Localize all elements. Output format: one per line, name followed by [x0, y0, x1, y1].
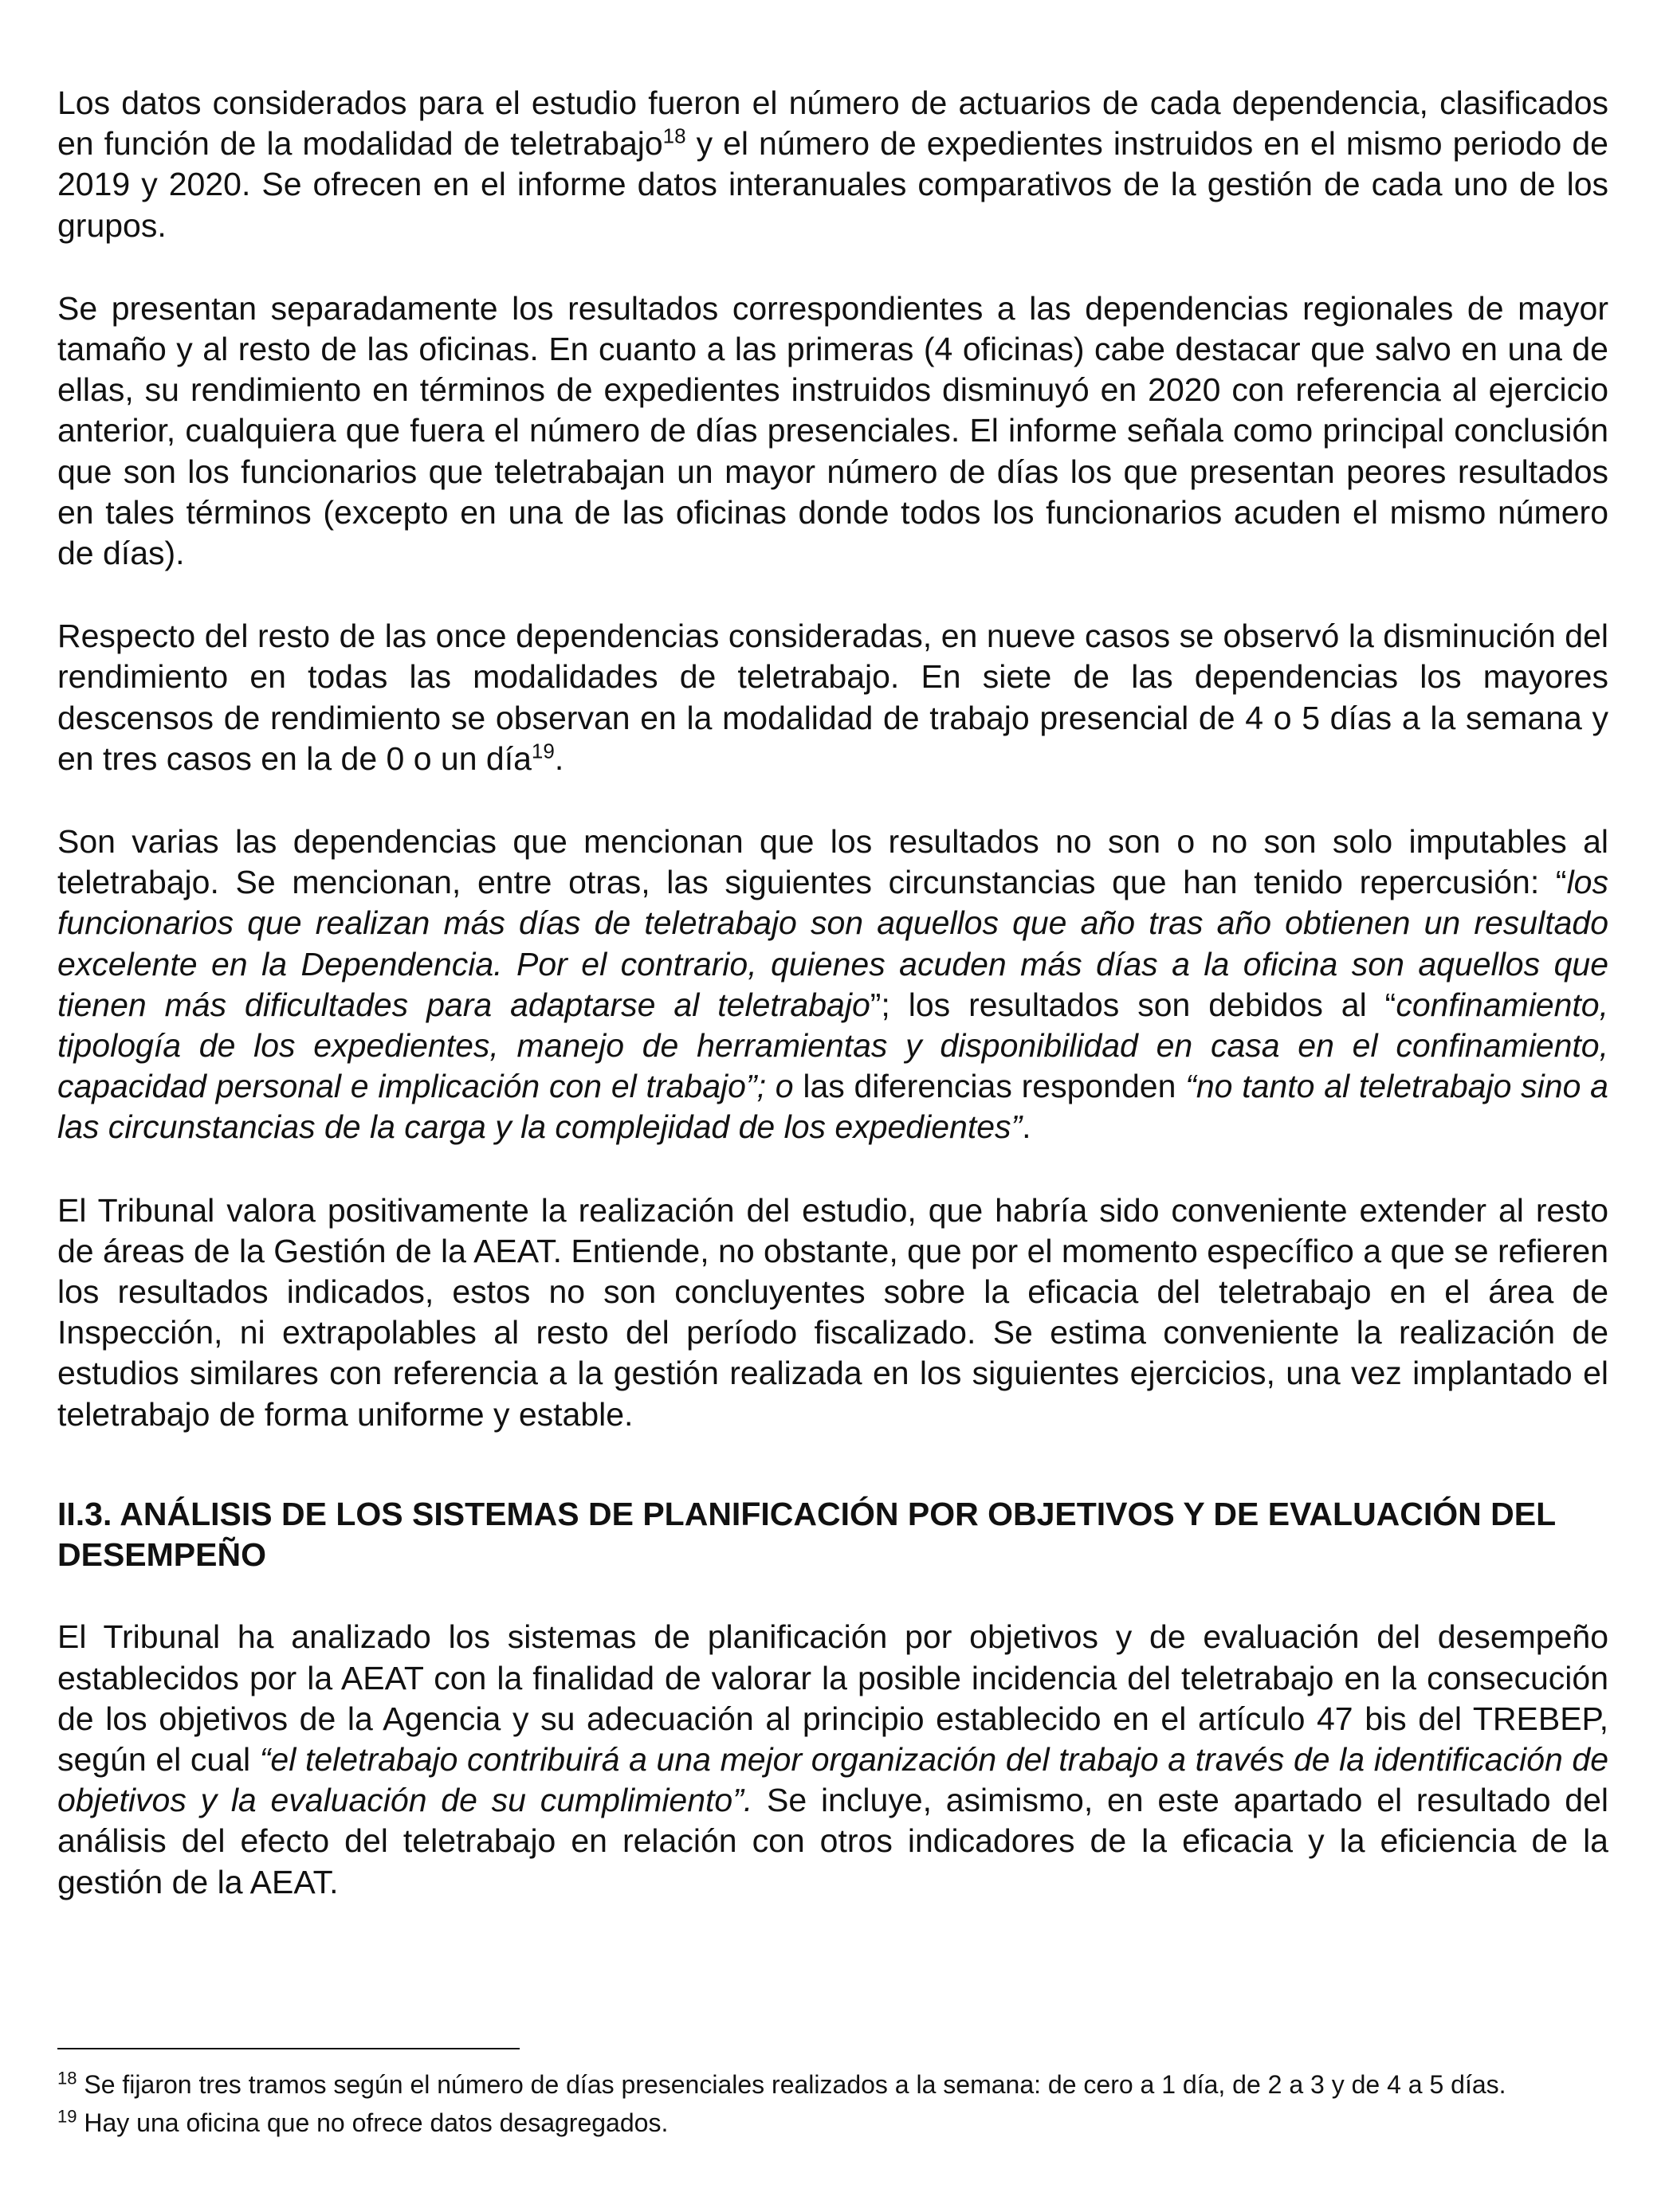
quote-3: “no tanto al teletrabajo sino a las circunstancias de la carga y la complejidad de los expedientes”: [57, 1068, 1608, 1146]
paragraph-2: Se presentan separadamente los resultados correspondientes a las dependencias regionales de mayor tamaño y al resto de las oficinas. En cuanto a las primeras (4 oficinas) cabe destacar que salvo en una de ellas, su rendimiento en términos de expedientes instruidos disminuyó en 2020 con referencia al ejercicio anterior, cualquiera que fuera el número de días presenciales. El informe señala como principal conclusión que son los funcionarios que teletrabajan un mayor número de días los que presentan peores resultados en tales términos (excepto en una de las oficinas donde todos los funcionarios acuden el mismo número de días).: [57, 289, 1608, 572]
footnote-ref-18[interactable]: 18: [662, 124, 686, 148]
paragraph-5: El Tribunal valora positivamente la realización del estudio, que habría sido conveniente extender al resto de áreas de la Gestión de la AEAT. Entiende, no obstante, que por el momento específico a que se refieren los resultados indicados, estos no son concluyentes sobre la eficacia del teletrabajo en el área de Inspección, ni extrapolables al resto del período fiscalizado. Se estima conveniente la realización de estudios similares con referencia a la gestión realizada en los siguientes ejercicios, una vez implantado el teletrabajo de forma uniforme y estable.: [57, 1191, 1608, 1433]
footnote-divider: [57, 2048, 520, 2049]
footnote-18: $^{18}$ Se fijaron tres tramos según el número de días presenciales realizados a la semana: de cero a 1 día, de 2 a 3 y de 4 a 5 días.: [57, 2068, 1506, 2099]
document-page: [57, 83, 1608, 1903]
quote-trebep: “el teletrabajo contribuirá a una mejor organización del trabajo a través de la identificación de objetivos y la evaluación de su cumplimiento”.: [57, 1740, 1609, 1819]
footnote-19: $^{19}$ Hay una oficina que no ofrece datos desagregados.: [57, 2106, 669, 2137]
section-heading: II.3. ANÁLISIS DE LOS SISTEMAS DE PLANIFICACIÓN POR OBJETIVOS Y DE EVALUACIÓN DEL DESEMPEÑO: [57, 1495, 1556, 1574]
quote-2: confinamiento, tipología de los expedientes, manejo de herramientas y disponibilidad en casa en el confinamiento, capacidad personal e implicación con el trabajo”; o: [57, 986, 1608, 1105]
footnotes: [57, 2048, 1608, 2145]
quote-1: los funcionarios que realizan más días de teletrabajo son aquellos que año tras año obtienen un resultado excelente en la Dependencia. Por el contrario, quienes acuden más días a la oficina son aquellos que tienen más dificultades para adaptarse al teletrabajo: [57, 864, 1608, 1023]
paragraph-3: Respecto del resto de las once dependencias consideradas, en nueve casos se observó la disminución del rendimiento en todas las modalidades de teletrabajo. En siete de las dependencias los mayores descensos de rendimiento se observan en la modalidad de trabajo presencial de 4 o 5 días a la semana y en tres casos en la de 0 o un día$^{19}$.: [57, 618, 1608, 777]
paragraph-4: Son varias las dependencias que mencionan que los resultados no son o no son solo imputables al teletrabajo. Se mencionan, entre otras, las siguientes circunstancias que han tenido repercusión: “los funcionarios que realizan más días de teletrabajo son aquellos que año tras año obtienen un resultado excelente en la Dependencia. Por el contrario, quienes acuden más días a la oficina son aquellos que tienen más dificultades para adaptarse al teletrabajo”; los resultados son debidos al “confinamiento, tipología de los expedientes, manejo de herramientas y disponibilidad en casa en el confinamiento, capacidad personal e implicación con el trabajo”; o las diferencias responden “no tanto al teletrabajo sino a las circunstancias de la carga y la complejidad de los expedientes”.: [57, 823, 1608, 1146]
footnote-ref-19[interactable]: 19: [531, 739, 555, 763]
paragraph-1: Los datos considerados para el estudio fueron el número de actuarios de cada dependencia, clasificados en función de la modalidad de teletrabajo$^{18}$ y el número de expedientes instruidos en el mismo periodo de 2019 y 2020. Se ofrecen en el informe datos interanuales comparativos de la gestión de cada uno de los grupos.: [57, 84, 1608, 244]
paragraph-6: El Tribunal ha analizado los sistemas de planificación por objetivos y de evaluación del desempeño establecidos por la AEAT con la finalidad de valorar la posible incidencia del teletrabajo en la consecución de los objetivos de la Agencia y su adecuación al principio establecido en el artículo 47 bis del TREBEP, según el cual “el teletrabajo contribuirá a una mejor organización del trabajo a través de la identificación de objetivos y la evaluación de su cumplimiento”. Se incluye, asimismo, en este apartado el resultado del análisis del efecto del teletrabajo en relación con otros indicadores de la eficacia y la eficiencia de la gestión de la AEAT.: [57, 1618, 1609, 1900]
